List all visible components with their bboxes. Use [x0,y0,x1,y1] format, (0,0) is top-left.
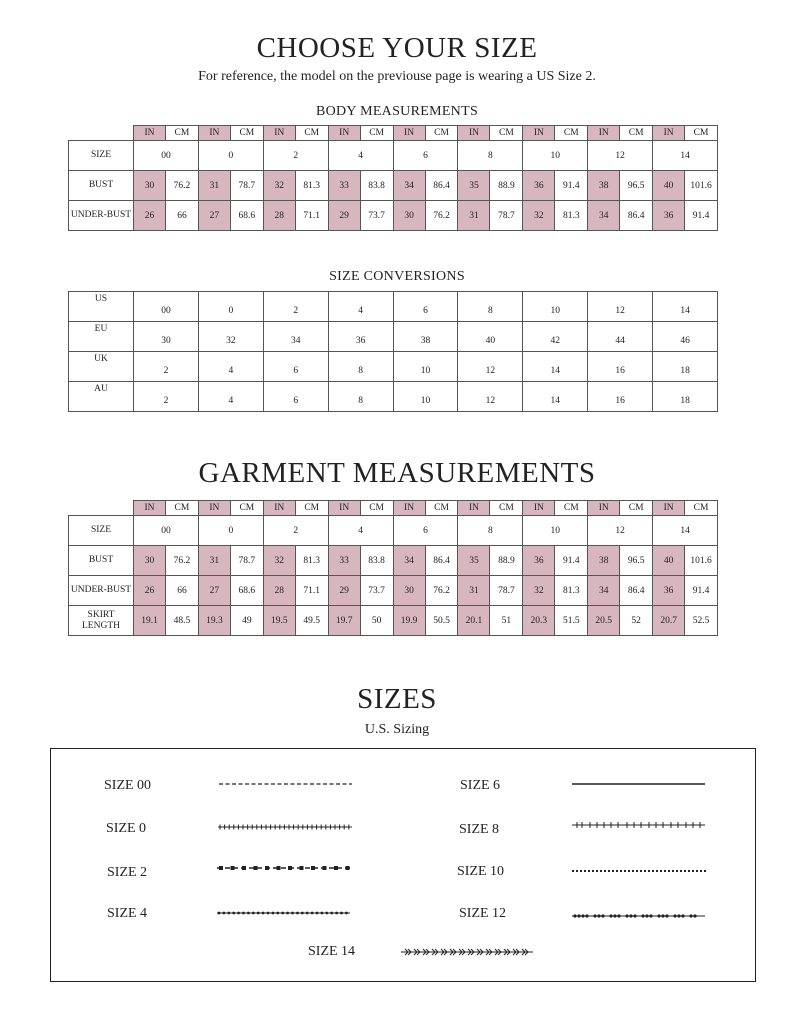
conversion-cell: 2 [263,292,328,322]
garment-cm-cell: 86.4 [425,546,458,576]
conversion-cell: 14 [523,352,588,382]
page-subtitle: For reference, the model on the previouse page is wearing a US Size 2. [198,69,596,84]
body-inch-cell: 27 [198,201,230,231]
garment-cm-cell: 78.7 [230,546,263,576]
garment-unit-cm-header: CM [166,501,199,516]
garment-inch-cell: 38 [588,546,620,576]
garment-unit-cm-header: CM [620,501,653,516]
body-cm-cell: 83.8 [360,171,393,201]
body-unit-cm-header: CM [360,126,393,141]
legend-label-size-6: SIZE 6 [460,778,501,793]
conversion-cell: 14 [523,382,588,412]
garment-unit-in-header: IN [328,501,360,516]
body-inch-cell: 30 [393,201,425,231]
garment-size-cell: 10 [523,516,588,546]
legend-label-size-4: SIZE 4 [107,906,148,921]
garment-size-cell: 14 [653,516,718,546]
conversion-cell: 38 [393,322,458,352]
body-unit-cm-header: CM [425,126,458,141]
conversion-cell: 12 [458,352,523,382]
body-inch-cell: 31 [458,201,490,231]
garment-unit-cm-header: CM [230,501,263,516]
page-title: CHOOSE YOUR SIZE [256,32,538,64]
body-cm-cell: 78.7 [490,201,523,231]
body-size-cell: 12 [588,141,653,171]
body-cm-cell: 91.4 [685,201,718,231]
garment-unit-in-header: IN [393,501,425,516]
body-inch-cell: 32 [523,201,555,231]
garment-cm-cell: 51.5 [555,606,588,636]
conversion-cell: 4 [328,292,393,322]
body-size-cell: 00 [134,141,199,171]
garment-cm-cell: 101.6 [685,546,718,576]
conversion-cell: 34 [263,322,328,352]
garment-cm-cell: 50.5 [425,606,458,636]
conversion-cell: 00 [134,292,199,322]
garment-cm-cell: 81.3 [295,546,328,576]
body-size-cell: 0 [198,141,263,171]
conversion-cell: 0 [198,292,263,322]
garment-row-label: SIZE [69,516,134,546]
garment-cm-cell: 76.2 [425,576,458,606]
conversion-cell: 4 [198,352,263,382]
body-unit-in-header: IN [328,126,360,141]
line-sample-size-12 [572,914,705,917]
body-cm-cell: 76.2 [425,201,458,231]
conversion-cell: 18 [653,352,718,382]
conversion-cell: 6 [393,292,458,322]
body-size-cell: 10 [523,141,588,171]
body-cm-cell: 76.2 [166,171,199,201]
garment-inch-cell: 28 [263,576,295,606]
body-cm-cell: 96.5 [620,171,653,201]
garment-cm-cell: 51 [490,606,523,636]
garment-cm-cell: 48.5 [166,606,199,636]
conversion-cell: 16 [588,352,653,382]
garment-unit-in-header: IN [523,501,555,516]
garment-inch-cell: 31 [198,546,230,576]
garment-row-label: UNDER-BUST [69,576,134,606]
conversion-cell: 40 [458,322,523,352]
garment-inch-cell: 19.5 [263,606,295,636]
garment-cm-cell: 52.5 [685,606,718,636]
body-size-cell: 6 [393,141,458,171]
conversion-cell: 10 [393,382,458,412]
garment-cm-cell: 66 [166,576,199,606]
garment-inch-cell: 30 [134,546,166,576]
legend-label-size-10: SIZE 10 [457,864,505,879]
body-inch-cell: 35 [458,171,490,201]
garment-inch-cell: 35 [458,546,490,576]
garment-inch-cell: 20.7 [653,606,685,636]
legend-label-size-8: SIZE 8 [459,822,500,837]
garment-cm-cell: 76.2 [166,546,199,576]
size-conversions-heading: SIZE CONVERSIONS [329,269,465,284]
conversion-cell: 8 [328,382,393,412]
legend-label-size-0: SIZE 0 [106,821,147,836]
conversion-cell: 6 [263,382,328,412]
garment-inch-cell: 30 [393,576,425,606]
garment-measurements-heading: GARMENT MEASUREMENTS [198,457,596,489]
garment-size-cell: 6 [393,516,458,546]
body-inch-cell: 33 [328,171,360,201]
body-unit-cm-header: CM [230,126,263,141]
body-cm-cell: 101.6 [685,171,718,201]
body-inch-cell: 36 [653,201,685,231]
conversion-row-label: AU [69,382,134,412]
body-unit-cm-header: CM [490,126,523,141]
conversion-cell: 4 [198,382,263,412]
body-inch-cell: 31 [198,171,230,201]
conversion-cell: 14 [653,292,718,322]
conversion-cell: 42 [523,322,588,352]
body-cm-cell: 81.3 [295,171,328,201]
garment-inch-cell: 34 [393,546,425,576]
body-unit-in-header: IN [458,126,490,141]
garment-cm-cell: 91.4 [555,546,588,576]
conversion-cell: 2 [134,382,199,412]
body-inch-cell: 38 [588,171,620,201]
conversion-row-label: EU [69,322,134,352]
body-unit-in-header: IN [523,126,555,141]
legend-label-size-14: SIZE 14 [308,944,356,959]
body-cm-cell: 91.4 [555,171,588,201]
body-cm-cell: 71.1 [295,201,328,231]
body-inch-cell: 32 [263,171,295,201]
conversion-cell: 12 [588,292,653,322]
garment-inch-cell: 32 [523,576,555,606]
body-inch-cell: 36 [523,171,555,201]
conversion-cell: 12 [458,382,523,412]
garment-cm-cell: 81.3 [555,576,588,606]
garment-inch-cell: 20.1 [458,606,490,636]
garment-size-cell: 0 [198,516,263,546]
garment-unit-cm-header: CM [490,501,523,516]
conversion-cell: 16 [588,382,653,412]
conversion-cell: 32 [198,322,263,352]
body-unit-in-header: IN [198,126,230,141]
garment-inch-cell: 19.9 [393,606,425,636]
garment-cm-cell: 91.4 [685,576,718,606]
body-unit-in-header: IN [393,126,425,141]
conversion-cell: 10 [523,292,588,322]
garment-inch-cell: 19.3 [198,606,230,636]
garment-unit-in-header: IN [134,501,166,516]
body-row-label: SIZE [69,141,134,171]
garment-row-label: BUST [69,546,134,576]
garment-cm-cell: 49.5 [295,606,328,636]
body-cm-cell: 73.7 [360,201,393,231]
legend-label-size-00: SIZE 00 [104,778,152,793]
garment-inch-cell: 33 [328,546,360,576]
garment-unit-in-header: IN [588,501,620,516]
garment-inch-cell: 19.7 [328,606,360,636]
body-unit-in-header: IN [653,126,685,141]
conversion-cell: 2 [134,352,199,382]
body-unit-cm-header: CM [685,126,718,141]
conversion-cell: 8 [458,292,523,322]
garment-unit-cm-header: CM [360,501,393,516]
conversion-row-label: UK [69,352,134,382]
body-inch-cell: 30 [134,171,166,201]
body-cm-cell: 86.4 [620,201,653,231]
garment-inch-cell: 36 [523,546,555,576]
garment-inch-cell: 32 [263,546,295,576]
garment-cm-cell: 68.6 [230,576,263,606]
sizes-heading: SIZES [357,683,437,715]
conversion-cell: 8 [328,352,393,382]
body-measurements-heading: BODY MEASUREMENTS [315,104,479,119]
line-sample-size-14 [401,949,533,955]
body-inch-cell: 40 [653,171,685,201]
legend-label-size-12: SIZE 12 [459,906,507,921]
garment-inch-cell: 19.1 [134,606,166,636]
garment-cm-cell: 49 [230,606,263,636]
body-cm-cell: 68.6 [230,201,263,231]
garment-cm-cell: 52 [620,606,653,636]
body-size-cell: 2 [263,141,328,171]
garment-cm-cell: 86.4 [620,576,653,606]
sizes-subheading: U.S. Sizing [364,722,430,737]
conversion-row-label: US [69,292,134,322]
garment-inch-cell: 34 [588,576,620,606]
garment-inch-cell: 29 [328,576,360,606]
garment-size-cell: 4 [328,516,393,546]
body-cm-cell: 66 [166,201,199,231]
garment-cm-cell: 78.7 [490,576,523,606]
body-row-label: BUST [69,171,134,201]
body-cm-cell: 88.9 [490,171,523,201]
conversion-cell: 46 [653,322,718,352]
garment-cm-cell: 96.5 [620,546,653,576]
garment-cm-cell: 71.1 [295,576,328,606]
line-sample-size-4 [217,912,350,915]
garment-inch-cell: 36 [653,576,685,606]
garment-cm-cell: 83.8 [360,546,393,576]
garment-row-label: SKIRT LENGTH [69,606,134,636]
body-unit-in-header: IN [134,126,166,141]
garment-cm-cell: 50 [360,606,393,636]
body-inch-cell: 29 [328,201,360,231]
body-row-label: UNDER-BUST [69,201,134,231]
body-inch-cell: 34 [588,201,620,231]
conversion-cell: 10 [393,352,458,382]
body-inch-cell: 26 [134,201,166,231]
body-unit-cm-header: CM [555,126,588,141]
garment-inch-cell: 40 [653,546,685,576]
legend-label-size-2: SIZE 2 [107,865,148,880]
garment-cm-cell: 88.9 [490,546,523,576]
body-unit-cm-header: CM [620,126,653,141]
conversion-cell: 18 [653,382,718,412]
body-unit-cm-header: CM [295,126,328,141]
conversion-cell: 44 [588,322,653,352]
conversion-cell: 6 [263,352,328,382]
garment-inch-cell: 27 [198,576,230,606]
body-unit-in-header: IN [263,126,295,141]
line-sample-size-2 [217,866,351,870]
garment-inch-cell: 20.3 [523,606,555,636]
garment-inch-cell: 31 [458,576,490,606]
garment-unit-in-header: IN [653,501,685,516]
body-unit-cm-header: CM [166,126,199,141]
garment-cm-cell: 73.7 [360,576,393,606]
line-sample-size-0 [218,825,352,830]
body-inch-cell: 34 [393,171,425,201]
garment-unit-cm-header: CM [295,501,328,516]
body-size-cell: 14 [653,141,718,171]
garment-unit-in-header: IN [458,501,490,516]
garment-inch-cell: 20.5 [588,606,620,636]
garment-unit-cm-header: CM [425,501,458,516]
body-cm-cell: 86.4 [425,171,458,201]
garment-size-cell: 00 [134,516,199,546]
body-unit-in-header: IN [588,126,620,141]
body-size-cell: 4 [328,141,393,171]
garment-unit-cm-header: CM [685,501,718,516]
garment-size-cell: 8 [458,516,523,546]
body-size-cell: 8 [458,141,523,171]
garment-unit-in-header: IN [198,501,230,516]
garment-unit-cm-header: CM [555,501,588,516]
body-cm-cell: 78.7 [230,171,263,201]
conversion-cell: 30 [134,322,199,352]
line-sample-size-8 [572,822,705,828]
garment-inch-cell: 26 [134,576,166,606]
garment-size-cell: 2 [263,516,328,546]
conversion-cell: 36 [328,322,393,352]
garment-unit-in-header: IN [263,501,295,516]
body-cm-cell: 81.3 [555,201,588,231]
body-inch-cell: 28 [263,201,295,231]
garment-size-cell: 12 [588,516,653,546]
